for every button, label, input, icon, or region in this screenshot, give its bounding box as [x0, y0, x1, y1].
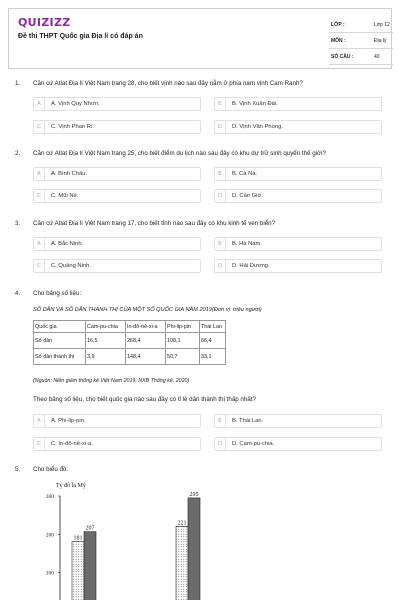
table-cell: 66,4 — [200, 333, 226, 349]
answer-option-a[interactable] — [33, 414, 201, 428]
question-number: 2. — [15, 150, 21, 157]
question-number: 3. — [15, 220, 21, 227]
table-header-row — [34, 321, 226, 333]
bar-chart-svg — [0, 478, 400, 600]
meta-value: Lớp 12 — [374, 22, 390, 28]
worksheet-title: Đề thi THPT Quốc gia Địa lí có đáp án — [18, 33, 143, 40]
option-letter: D — [215, 438, 226, 450]
table-header-cell: Quốc gia — [34, 321, 86, 333]
y-tick-label: 100 — [45, 570, 54, 577]
option-text: D. Hải Dương. — [232, 263, 270, 269]
option-letter: A — [34, 168, 45, 180]
option-letter: C — [34, 438, 45, 450]
question-number: 4. — [15, 290, 21, 297]
answer-option-c[interactable] — [33, 120, 201, 134]
option-text: B. Thái Lan. — [232, 418, 264, 424]
bar-chart — [0, 478, 400, 600]
bar — [188, 498, 200, 600]
option-letter: C — [34, 190, 45, 202]
option-text: D. Cần Giờ. — [232, 193, 263, 199]
question-text: Căn cứ Atlat Địa lí Việt Nam trang 28, cho biết vịnh nào sau đây nằm ở phía nam vịnh Cam Ranh? — [33, 80, 303, 87]
table-cell: 108,1 — [166, 333, 200, 349]
option-text: B. Hà Nam. — [232, 241, 262, 247]
bar — [176, 526, 188, 600]
option-text: D. Cam-pu-chia. — [232, 441, 275, 447]
question-text: Cho biểu đồ: — [33, 466, 69, 473]
meta-row-subject — [329, 33, 393, 49]
table-source: (Nguồn: Niên giám thống kê Việt Nam 2019, NXB Thống kê, 2020) — [33, 378, 190, 384]
quizizz-logo[interactable]: QUIZIZZ — [18, 16, 71, 29]
option-letter: A — [34, 415, 45, 427]
option-text: C. In-đô-nê-xi-a. — [51, 441, 93, 447]
answer-option-b[interactable] — [214, 237, 382, 251]
answer-option-a[interactable] — [33, 167, 201, 181]
table-cell: Số dân thành thị — [34, 349, 86, 365]
bar — [84, 532, 96, 600]
table-cell: Số dân — [34, 333, 86, 349]
meta-row-grade — [329, 17, 393, 33]
table-cell: 16,5 — [86, 333, 126, 349]
bar-data-label: 221 — [177, 520, 187, 527]
question-number: 1. — [15, 80, 21, 87]
option-text: A. Vịnh Quy Nhơn. — [51, 101, 100, 107]
answer-option-b[interactable] — [214, 167, 382, 181]
meta-value: Địa lý — [374, 38, 387, 44]
option-text: A. Bắc Ninh. — [51, 241, 84, 247]
option-letter: B — [215, 98, 226, 110]
question-prompt: Theo bảng số liệu, cho biết quốc gia nào sau đây có tỉ lệ dân thành thị thấp nhất? — [33, 396, 256, 403]
answer-option-a[interactable] — [33, 97, 201, 111]
option-letter: B — [215, 168, 226, 180]
option-text: C. Mũi Né. — [51, 193, 79, 199]
meta-key: SỐ CÂU : — [331, 54, 354, 60]
table-row — [34, 349, 226, 365]
option-letter: D — [215, 121, 226, 133]
table-header-cell: Thái Lan — [200, 321, 226, 333]
answer-option-d[interactable] — [214, 120, 382, 134]
option-letter: B — [215, 238, 226, 250]
bar-data-label: 207 — [85, 525, 95, 532]
answer-option-d[interactable] — [214, 189, 382, 203]
option-text: C. Vịnh Phan Rí. — [51, 124, 95, 130]
meta-key: LỚP : — [331, 22, 345, 28]
bar-data-label: 295 — [189, 491, 199, 498]
meta-value: 40 — [374, 54, 380, 60]
meta-key: MÔN : — [331, 38, 346, 44]
table-header-cell: In-đô-nê-xi-a — [126, 321, 166, 333]
question-text: Cho bảng số liệu: — [33, 290, 82, 297]
worksheet-header — [8, 8, 392, 69]
option-letter: D — [215, 190, 226, 202]
option-letter: C — [34, 121, 45, 133]
table-cell: 33,1 — [200, 349, 226, 365]
option-text: A. Bình Châu. — [51, 171, 88, 177]
option-text: D. Vịnh Văn Phong. — [232, 124, 283, 130]
option-text: B. Vịnh Xuân Đài. — [232, 101, 278, 107]
y-axis-label: Tỷ đô la Mỹ — [56, 483, 86, 489]
bar-data-label: 181 — [73, 535, 83, 542]
worksheet-meta — [329, 17, 393, 65]
answer-option-c[interactable] — [33, 437, 201, 451]
question-text: Căn cứ Atlat Địa lí Việt Nam trang 17, cho biết tỉnh nào sau đây có khu kinh tế ven biển? — [33, 220, 276, 227]
bar — [72, 542, 84, 600]
answer-option-b[interactable] — [214, 97, 382, 111]
table-header-cell: Cam-pu-chia — [86, 321, 126, 333]
answer-option-d[interactable] — [214, 437, 382, 451]
answer-option-b[interactable] — [214, 414, 382, 428]
answer-option-d[interactable] — [214, 259, 382, 273]
meta-row-count — [329, 49, 393, 65]
table-title: SỐ DÂN VÀ SỐ DÂN THÀNH THỊ CỦA MỘT SỐ QUỐC GIA NĂM 2019(Đơn vị: triệu người) — [33, 307, 262, 313]
answer-option-c[interactable] — [33, 189, 201, 203]
table-cell: 268,4 — [126, 333, 166, 349]
table-row — [34, 333, 226, 349]
option-letter: A — [34, 98, 45, 110]
option-text: A. Phi-lip-pin. — [51, 418, 86, 424]
table-cell: 50,7 — [166, 349, 200, 365]
answer-option-a[interactable] — [33, 237, 201, 251]
option-letter: B — [215, 415, 226, 427]
table-cell: 3,9 — [86, 349, 126, 365]
y-tick-label: 200 — [45, 532, 54, 539]
table-header-cell: Phi-lip-pin — [166, 321, 200, 333]
option-text: C. Quảng Ninh. — [51, 263, 91, 269]
option-letter: D — [215, 260, 226, 272]
question-text: Căn cứ Atlat Địa lí Việt Nam trang 25, cho biết điểm du lịch nào sau đây có khu dự trữ sinh quyển thế giới? — [33, 150, 326, 157]
question-number: 5. — [15, 466, 21, 473]
option-letter: C — [34, 260, 45, 272]
option-letter: A — [34, 238, 45, 250]
data-table — [33, 320, 226, 365]
option-text: B. Cà Ná. — [232, 171, 258, 177]
y-tick-label: 300 — [45, 494, 54, 500]
table-cell: 148,4 — [126, 349, 166, 365]
answer-option-c[interactable] — [33, 259, 201, 273]
